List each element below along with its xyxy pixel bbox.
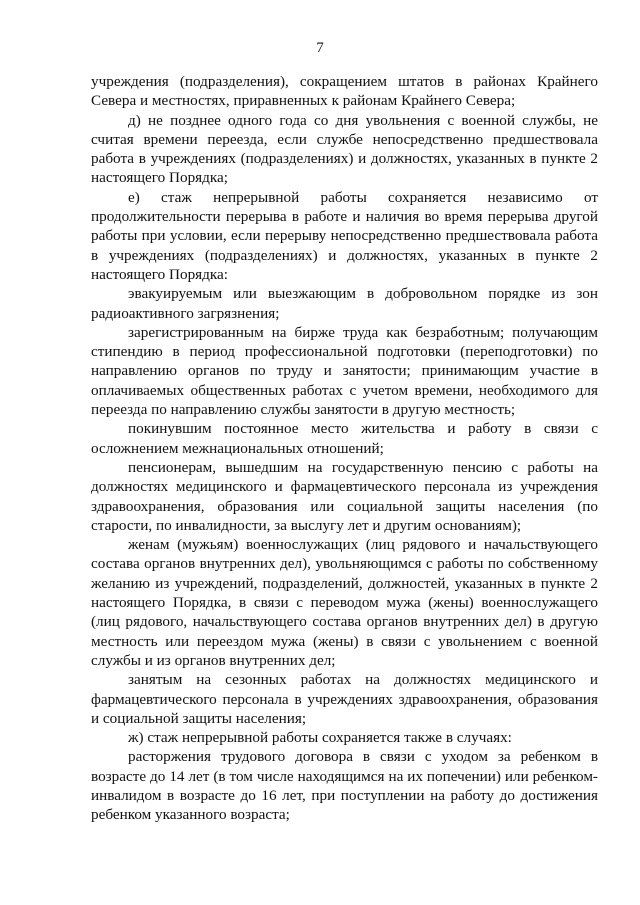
paragraph-continuation: учреждения (подразделения), сокращением штатов в районах Крайнего Севера и местностях, приравненных к районам Крайнего Севера;: [91, 73, 598, 110]
paragraph-unemployed: зарегистрированным на бирже труда как безработным; получающим стипендию в период профессиональной подготовки (переподготовки) по направлению органов по труду и занятости; принимающим участие в оплачиваемых общественных работах с учетом времени, необходимого для переезда по направлению службы занятости в другую местность;: [91, 323, 598, 419]
paragraph-item-e: е) стаж непрерывной работы сохраняется независимо от продолжительности перерыва в работе и наличия во время перерыва другой работы при условии, если перерыву непосредственно предшествовала работа в учреждениях (подразделениях) и должностях, указанных в пункте 2 настоящего Порядка:: [91, 188, 598, 283]
document-body: [91, 72, 598, 825]
paragraph-childcare: расторжения трудового договора в связи с уходом за ребенком в возрасте до 14 лет (в том числе находящимся на их попечении) или ребенком-инвалидом в возрасте до 16 лет, при поступлении на работу до достижения ребенком указанного возраста;: [91, 748, 598, 824]
page-number: 7: [316, 40, 324, 56]
paragraph-item-zh: ж) стаж непрерывной работы сохраняется также в случаях:: [128, 729, 512, 747]
paragraph-relocated: покинувшим постоянное место жительства и работу в связи с осложнением межнациональных отношений;: [91, 420, 598, 457]
paragraph-item-d: д) не позднее одного года со дня увольнения с военной службы, не считая времени переезда, если службе непосредственно предшествовала работа в учреждениях (подразделениях) и должностях, указанных в пункте 2 настоящего Порядка;: [91, 111, 598, 187]
paragraph-seasonal: занятым на сезонных работах на должностях медицинского и фармацевтического персонала в учреждениях здравоохранения, образования и социальной защиты населения;: [91, 671, 598, 727]
paragraph-spouses: женам (мужьям) военнослужащих (лиц рядового и начальствующего состава органов внутренних дел), увольняющимся с работы по собственному желанию из учреждений, подразделений, должностей, указанных в пункте 2 настоящего Порядка, в связи с переводом мужа (жены) военнослужащего (лиц рядового, начальствующего состава органов внутренних дел) в другую местность или переездом мужа (жены) в связи с увольнением с военной службы и из органов внутренних дел;: [91, 536, 598, 669]
paragraph-evacuated: эвакуируемым или выезжающим в добровольном порядке из зон радиоактивного загрязнения;: [91, 285, 598, 322]
paragraph-pensioners: пенсионерам, вышедшим на государственную пенсию с работы на должностях медицинского и фармацевтического персонала из учреждения здравоохранения, образования или социальной защиты населения (по старости, по инвалидности, за выслугу лет и другим основаниям);: [91, 458, 598, 534]
